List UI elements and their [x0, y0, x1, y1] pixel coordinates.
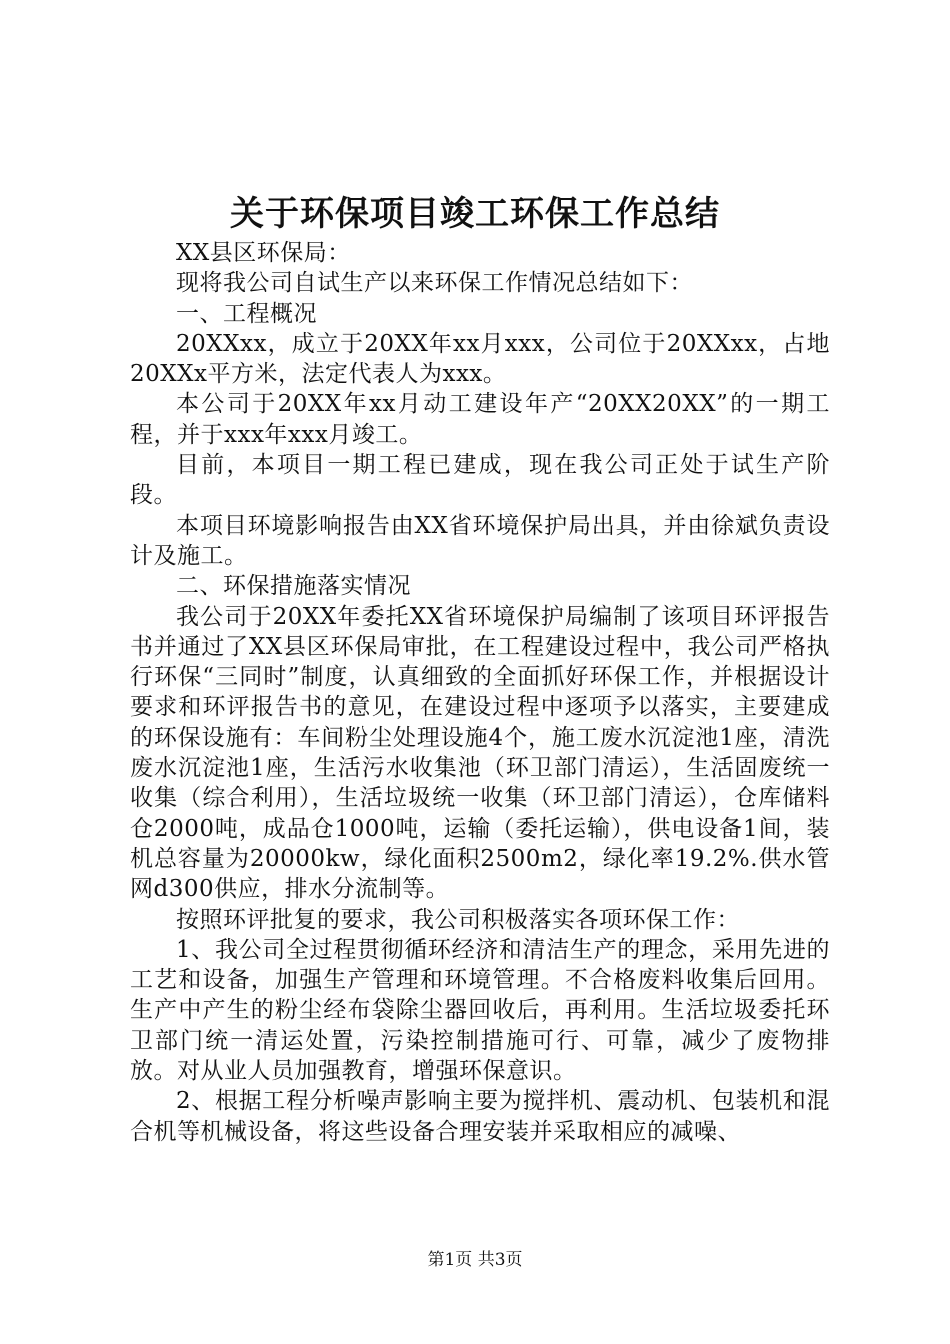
section-heading: 二、环保措施落实情况: [176, 573, 411, 600]
paragraph: 1、我公司全过程贯彻循环经济和清洁生产的理念，采用先进的工艺和设备，加强生产管理和环境管理。不合格废料收集后回用。生产中产生的粉尘经布袋除尘器回收后，再利用。生活垃圾委托环卫部门统一清运处置，污染控制措施可行、可靠，减少了废物排放。对从业人员加强教育，增强环保意识。: [130, 936, 830, 1085]
document-title: 关于环保项目竣工环保工作总结: [230, 194, 720, 234]
paragraph: 我公司于20XX年委托XX省环境保护局编制了该项目环评报告书并通过了XX县区环保局审批，在工程建设过程中，我公司严格执行环保“三同时”制度，认真细致的全面抓好环保工作，并根据设计要求和环评报告书的意见，在建设过程中逐项予以落实，主要建成的环保设施有：车间粉尘处理设施4个，施工废水沉淀池1座，清洗废水沉淀池1座，生活污水收集池（环卫部门清运），生活固废统一收集（综合利用），生活垃圾统一收集（环卫部门清运），仓库储料仓2000吨，成品仓1000吨，运输（委托运输），供电设备1间，装机总容量为20000kw，绿化面积2500m2，绿化率19.2%.供水管网d300供应，排水分流制等。: [130, 603, 830, 903]
paragraph: 20XXxx，成立于20XX年xx月xxx，公司位于20XXxx，占地20XXx平方米，法定代表人为xxx。: [130, 330, 830, 388]
document-body: [130, 238, 830, 1147]
paragraph: 现将我公司自试生产以来环保工作情况总结如下：: [176, 270, 693, 297]
paragraph: 按照环评批复的要求，我公司积极落实各项环保工作：: [176, 906, 740, 933]
paragraph: 本公司于20XX年xx月动工建设年产“20XX20XX”的一期工程，并于xxx年xxx月竣工。: [130, 391, 830, 448]
paragraph: 2、根据工程分析噪声影响主要为搅拌机、震动机、包装机和混合机等机械设备，将这些设备合理安装并采取相应的减噪、: [130, 1088, 830, 1145]
paragraph: 目前，本项目一期工程已建成，现在我公司正处于试生产阶段。: [130, 452, 830, 509]
page-footer: 第1页 共3页: [427, 1250, 523, 1270]
section-heading: 一、工程概况: [176, 300, 317, 327]
paragraph: XX县区环保局：: [176, 240, 351, 266]
paragraph: 本项目环境影响报告由XX省环境保护局出具，并由徐斌负责设计及施工。: [130, 512, 830, 569]
